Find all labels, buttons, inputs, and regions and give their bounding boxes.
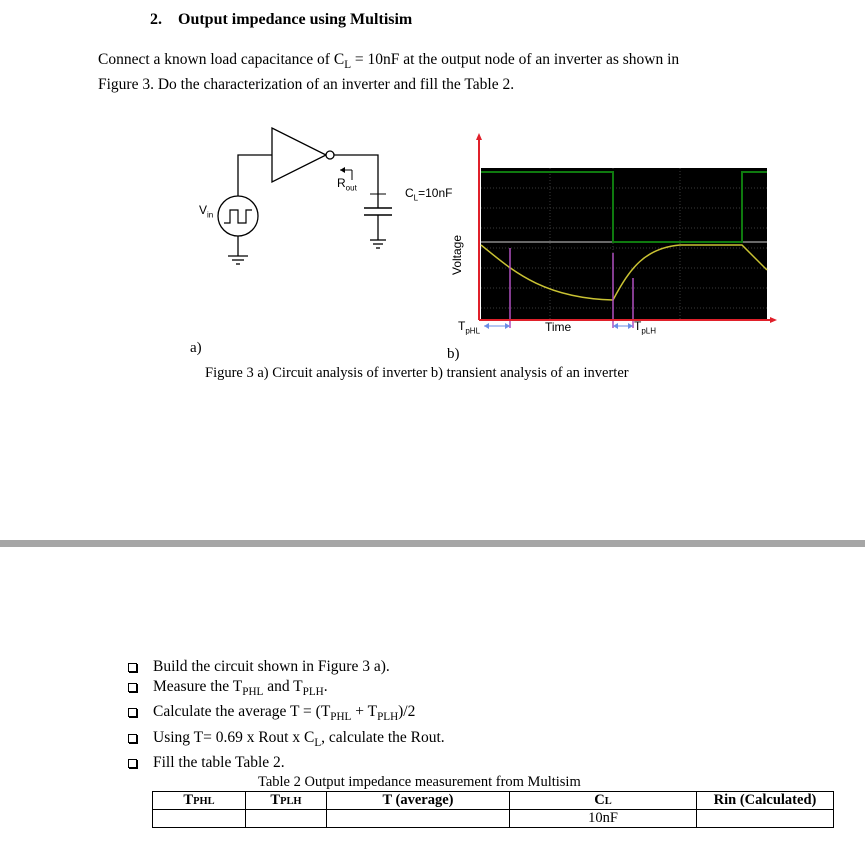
cell-tplh[interactable] bbox=[246, 810, 327, 828]
inverter-bubble bbox=[326, 151, 334, 159]
cell-rin[interactable] bbox=[697, 810, 834, 828]
task-item: Build the circuit shown in Figure 3 a). bbox=[128, 657, 445, 677]
tphl-label: $T_{pHL}$ bbox=[458, 319, 481, 336]
task-item: Fill the table Table 2. bbox=[128, 753, 445, 773]
panel-a-label: a) bbox=[190, 340, 202, 356]
inverter-symbol bbox=[272, 128, 326, 182]
intro-line-2: Figure 3. Do the characterization of an inverter and fill the Table 2. bbox=[98, 76, 515, 94]
cl-label: $C_L=10nF$ bbox=[405, 186, 453, 203]
section-title: Output impedance using Multisim bbox=[178, 11, 413, 28]
header-cl: CL bbox=[510, 792, 697, 810]
cell-cl: 10nF bbox=[510, 810, 697, 828]
header-tphl: TPHL bbox=[153, 792, 246, 810]
intro-text-b: = 10nF at the output node of an inverter as shown in bbox=[351, 51, 680, 68]
table-header-row bbox=[153, 792, 834, 810]
header-tplh: TPLH bbox=[246, 792, 327, 810]
page-separator bbox=[0, 540, 865, 547]
intro-paragraph bbox=[98, 50, 798, 94]
results-table bbox=[152, 791, 834, 828]
checkbox-icon bbox=[128, 759, 137, 768]
checkbox-icon bbox=[128, 734, 137, 743]
task-item: Calculate the average $T = (T_{PHL} + T_{PLH})/2$ bbox=[128, 702, 445, 728]
y-axis-arrow-icon bbox=[476, 133, 482, 140]
x-axis-label: Time bbox=[545, 320, 572, 334]
table-row bbox=[153, 810, 834, 828]
transient-plot bbox=[470, 128, 790, 343]
input-wire bbox=[238, 155, 272, 196]
tplh-label: $T_{pLH}$ bbox=[634, 319, 657, 336]
figure-caption: Figure 3 a) Circuit analysis of inverter b) transient analysis of an inverter bbox=[205, 365, 629, 381]
vin-label: $V_{in}$ bbox=[199, 203, 214, 220]
task-item: Using T= 0.69 x Rout x $C_L$, calculate the Rout. bbox=[128, 728, 445, 754]
plot-background bbox=[481, 168, 767, 319]
section-heading bbox=[150, 11, 412, 29]
intro-sub: L bbox=[344, 59, 352, 72]
table-caption: Table 2 Output impedance measurement from Multisim bbox=[258, 774, 581, 790]
header-rin: Rin (Calculated) bbox=[697, 792, 834, 810]
intro-text-a: Connect a known load capacitance of C bbox=[98, 51, 345, 68]
intro-line-1 bbox=[98, 50, 798, 75]
task-list bbox=[128, 657, 445, 773]
y-axis-label: Voltage bbox=[450, 234, 465, 276]
checkbox-icon bbox=[128, 708, 137, 717]
rout-label: $R_{out}$ bbox=[337, 176, 357, 193]
cell-tavg[interactable] bbox=[327, 810, 510, 828]
panel-b-label: b) bbox=[447, 346, 460, 362]
header-tavg: T (average) bbox=[327, 792, 510, 810]
x-axis-arrow-icon bbox=[770, 317, 777, 323]
task-item: Measure the $T_{PHL}$ and $T_{PLH}$. bbox=[128, 677, 445, 703]
checkbox-icon bbox=[128, 663, 137, 672]
section-number: 2. bbox=[150, 11, 162, 28]
checkbox-icon bbox=[128, 683, 137, 692]
cell-tphl[interactable] bbox=[153, 810, 246, 828]
